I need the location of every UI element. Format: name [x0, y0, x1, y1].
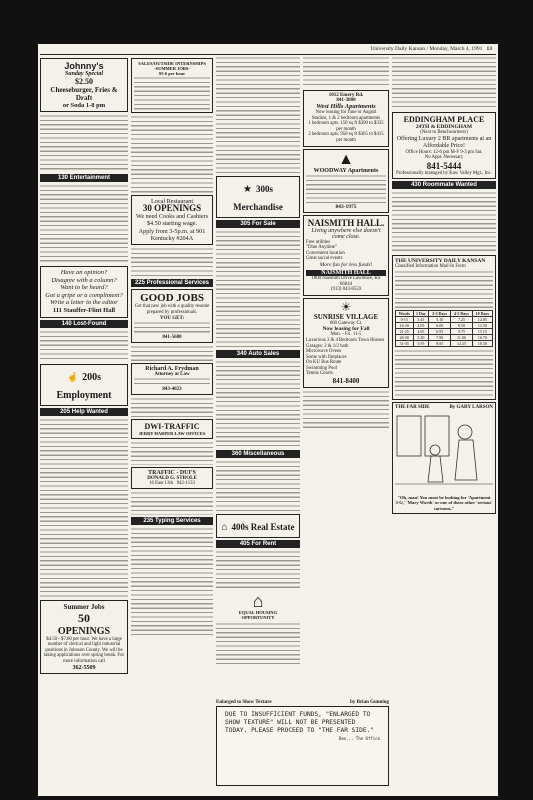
rates-cell: 16.70 — [472, 334, 492, 340]
section-lost-found: 140 Lost-Found — [40, 320, 128, 328]
sales-title: SALES/OUTSIDE INTERNSHIPS — [138, 61, 206, 66]
summer-jobs-ad — [40, 600, 128, 674]
classified-form-fields — [395, 349, 493, 397]
classified-text — [392, 56, 496, 110]
attorney-phone: 843-4023 — [162, 386, 182, 392]
equal-line2: OPPORTUNITY — [241, 615, 275, 620]
rates-cell: 12.25 — [451, 340, 473, 346]
sunrise-feature: On KU Bus Route — [306, 360, 342, 366]
dwi-firm: JERRY HARPER LAW OFFICES — [138, 430, 206, 436]
column-3 — [216, 56, 300, 794]
rates-table — [395, 310, 493, 347]
traffic-phone: 842-1133 — [176, 480, 195, 486]
rates-cell: 8.50 — [451, 322, 473, 328]
rates-body — [396, 316, 493, 346]
page-number: 13 — [486, 46, 492, 52]
rates-cell: 7.90 — [429, 334, 451, 340]
johnnys-ad — [40, 58, 128, 112]
rates-cell: 0-15 — [396, 316, 414, 322]
rates-cell: 31-35 — [396, 340, 414, 346]
opinion-line: Want to be heard? — [60, 284, 108, 292]
rates-cell: 18.30 — [472, 340, 492, 346]
summer-phone: 362-5509 — [72, 664, 96, 671]
attorney-title: Attorney at Law — [154, 371, 190, 377]
classified-text — [216, 56, 300, 174]
rates-cell: 12.05 — [472, 316, 492, 322]
realestate-heading: 400s Real Estate — [231, 522, 295, 532]
classified-text — [131, 397, 213, 417]
opinion-line: Got a gripe or a compliment? — [45, 291, 123, 299]
far-side-illustration — [395, 410, 493, 490]
realestate-banner — [216, 514, 300, 538]
naismith-logo: NAISMITH HALL — [306, 270, 386, 276]
comic-panel — [216, 706, 389, 786]
summer-title: Summer Jobs — [63, 602, 105, 611]
eddingham-offer: Offering Luxury 2 BR apartments at an Affordable Price! — [396, 135, 492, 149]
traffic-addr: 16 East 13th — [149, 480, 174, 486]
westhills-bed1: 1 bedroom apts. 150 sq ft $390 to $335 per month — [308, 121, 384, 132]
opinion-address: 111 Stauffer-Flint Hall — [52, 306, 116, 314]
rates-cell: 5.10 — [429, 316, 451, 322]
rates-header-cell: 2-3 Days — [429, 310, 451, 316]
sunrise-feature: Microwave Ovens — [306, 349, 342, 355]
summer-body: $4.50 - $7.00 per hour. We have a large number of clerical and light industrial positions in Johnson County. We will be taking applications over spring break. For more information call — [43, 636, 125, 664]
naismith-more: More fun for less funds! — [319, 261, 373, 268]
equal-housing-icon: ⌂ — [252, 591, 264, 611]
classified-form-title: Classified Information Mail-In Form — [395, 264, 466, 270]
westhills-studio: Studios, 1 & 2 bedroom apartments — [311, 115, 381, 121]
rates-header-cell: Words — [396, 310, 414, 316]
column-2 — [131, 56, 213, 794]
section-for-rent: 405 For Rent — [216, 540, 300, 548]
equal-housing — [216, 592, 300, 620]
classified-text — [131, 527, 213, 635]
restaurant-ad — [131, 195, 213, 245]
attorney-name: Richard A. Frydman — [145, 365, 199, 372]
good-jobs-phone: 841-5680 — [162, 334, 182, 340]
sunrise-feature: Luxurious 3 & 4 Bedroom Town Houses — [306, 337, 385, 343]
naismith-feature: "Dine Anytime" — [306, 245, 337, 251]
rates-cell: 4.65 — [413, 328, 429, 334]
classified-text — [40, 418, 128, 598]
column-4 — [303, 56, 389, 794]
dwi-ad — [131, 419, 213, 439]
section-misc: 360 Miscellaneous — [216, 450, 300, 458]
opinion-line: Have an opinion? — [60, 269, 108, 276]
eddingham-sub: (Next to Benchwarmers) — [420, 130, 468, 135]
westhills-addr: 1012 Emery Rd. — [328, 93, 364, 98]
good-jobs-you-get: YOU GET: — [159, 315, 185, 321]
far-side — [392, 402, 496, 514]
johnnys-special: Sunday Special — [64, 71, 104, 77]
classified-text — [216, 460, 300, 512]
rates-cell: 4.05 — [413, 322, 429, 328]
traffic-ad — [131, 467, 213, 489]
summer-num: 50 — [78, 610, 90, 625]
attorney-ad — [131, 363, 213, 395]
merch-banner — [216, 176, 300, 218]
eddingham-phone: 841-5444 — [426, 160, 462, 171]
classified-policy-text — [395, 270, 493, 310]
westhills-phone: 841-3800 — [336, 98, 356, 103]
classified-text — [131, 491, 213, 515]
rates-header-cell: 1 Day — [413, 310, 429, 316]
sales-text — [134, 76, 210, 110]
rates-cell: 11.00 — [451, 334, 473, 340]
rates-cell: 8.85 — [429, 340, 451, 346]
naismith-phone: (913) 843-8559 — [331, 287, 361, 293]
rates-cell: 6.00 — [429, 322, 451, 328]
sunrise-ad — [303, 298, 389, 388]
section-help-wanted: 205 Help Wanted — [40, 408, 128, 416]
classified-text — [216, 550, 300, 590]
eddingham-addr: 24TH & EDDINGHAM — [415, 124, 473, 130]
naismith-feature: Free utilities — [306, 239, 331, 245]
restaurant-line: We need Cooks and Cashiers $4.50 starting wage. — [135, 212, 209, 228]
classified-text — [131, 441, 213, 465]
classified-text — [392, 191, 496, 253]
rates-cell: 26-30 — [396, 334, 414, 340]
naismith-sub: Living anywhere else doesn't come close. — [311, 227, 381, 240]
johnnys-item: Cheeseburger, Fries & Draft — [50, 86, 118, 102]
rates-cell: 6.95 — [429, 328, 451, 334]
opinion-line: Write a letter to the editor — [50, 299, 118, 307]
rates-cell: 9.75 — [451, 328, 473, 334]
naismith-title: NAISMITH HALL. — [307, 217, 385, 228]
rates-cell: 3.45 — [413, 316, 429, 322]
handshake-icon: ☝ — [66, 371, 79, 382]
woodway-phone: 843-1975 — [335, 203, 357, 210]
eddingham-title: EDDINGHAM PLACE — [403, 115, 485, 124]
opinion-line: Disagree with a column? — [51, 276, 117, 284]
classified-form — [392, 255, 496, 400]
far-side-title: THE FAR SIDE — [395, 404, 430, 410]
rates-cell: 5.95 — [413, 340, 429, 346]
classified-text — [303, 390, 389, 430]
classified-title: THE UNIVERSITY DAILY KANSAN — [395, 258, 486, 265]
dwi-title: DWI-TRAFFIC — [144, 421, 200, 431]
johnnys-price: $2.50 — [75, 77, 93, 86]
section-auto-sales: 340 Auto Sales — [216, 350, 300, 358]
good-jobs-text — [134, 321, 210, 335]
eddingham-ad — [392, 112, 496, 179]
column-1 — [40, 56, 128, 794]
classified-text — [303, 56, 389, 88]
far-side-byline: By GARY LARSON — [449, 404, 493, 410]
traffic-title: TRAFFIC - DUI'S — [148, 469, 196, 476]
classified-text — [216, 622, 300, 666]
comic-text: DUE TO INSUFFICIENT FUNDS, "ENLARGED TO SHOW TEXTURE" WILL NOT BE PRESENTED TODAY. PLEASE PROCEED TO "THE FAR SIDE." — [225, 711, 375, 734]
restaurant-openings: 30 OPENINGS — [142, 203, 202, 214]
section-roommate: 430 Roommate Wanted — [392, 181, 496, 189]
column-5 — [392, 56, 496, 794]
sales-sub: -SUMMER JOBS- — [154, 66, 190, 71]
eddingham-office: Office Hours: 12-6 pm M-F 9-3 pm Sat. — [405, 149, 483, 155]
page-header — [40, 44, 496, 55]
westhills-bed2: 2 bedroom apts. 950 sq ft $365 to $415 per month — [308, 132, 384, 143]
rates-row — [396, 340, 493, 346]
rates-cell: 13.50 — [472, 322, 492, 328]
sunrise-phone: 841-8400 — [332, 377, 360, 386]
westhills-title: West Hills Apartments — [316, 103, 376, 110]
newspaper-page — [38, 44, 498, 796]
classified-text — [131, 345, 213, 361]
sunrise-feature: Some with fireplaces — [306, 354, 347, 360]
classified-text — [216, 230, 300, 348]
sales-pay: $5-6 per hour — [158, 71, 186, 76]
piggy-bank-icon: ★ — [243, 184, 252, 195]
restaurant-line: Local Restaurant — [150, 198, 194, 205]
section-professional: 225 Professional Services — [131, 279, 213, 287]
naismith-ad — [303, 215, 389, 296]
sales-ad — [131, 58, 213, 113]
equal-line1: EQUAL HOUSING — [238, 610, 278, 615]
good-jobs-sub: Get that new job with a quality resume prepared by professionals. — [134, 304, 210, 316]
classified-text — [131, 247, 213, 277]
section-for-sale: 305 For Sale — [216, 220, 300, 228]
section-entertainment: 130 Entertainment — [40, 174, 128, 182]
header-meta — [370, 46, 492, 52]
sunrise-feature: Garages: 2 & 1/2 bath — [306, 343, 349, 349]
far-side-caption: "Oh, man! You must be looking for 'Apartment 3-G,' 'Mary Worth' or one of those other 'serious' cartoons." — [395, 494, 493, 511]
good-jobs-title: GOOD JOBS — [140, 292, 204, 305]
rates-cell: 5.30 — [413, 334, 429, 340]
sunrise-feature: Tennis Courts — [306, 371, 333, 377]
comic-title: Enlarged to Show Texture — [216, 700, 272, 705]
enlarged-comic — [216, 700, 389, 792]
tree-icon: ▲ — [338, 150, 354, 168]
sunrise-name: SUNRISE VILLAGE — [313, 312, 379, 321]
employment-banner — [40, 364, 128, 406]
johnnys-alt: or Soda 1-8 pm — [62, 102, 106, 109]
eddingham-appt: No Appt. Necessary — [424, 155, 464, 161]
opinion-ad — [40, 266, 128, 318]
eddingham-mgmt: Professionally managed by Kaw Valley Mgt., Inc. — [396, 170, 492, 176]
section-typing: 235 Typing Services — [131, 517, 213, 525]
merch-heading: 300s Merchandise — [233, 184, 283, 212]
naismith-feature: Great social events — [306, 256, 343, 262]
westhills-ad — [303, 90, 389, 147]
attorney-text — [134, 377, 210, 387]
rates-cell: 21-25 — [396, 328, 414, 334]
naismith-feature: Convenient location — [306, 250, 345, 256]
sunrise-hours: Mon. - Fri. 11-5 — [330, 332, 362, 338]
sunrise-feature: Swimming Pool — [306, 365, 338, 371]
sunrise-addr: 660 Gateway Ct. — [329, 320, 363, 326]
employment-heading: 200s Employment — [56, 371, 112, 401]
classified-text — [40, 330, 128, 362]
restaurant-line: Apply from 3-5p.m. at 901 Kentucky #204A — [138, 227, 206, 243]
classified-text — [131, 115, 213, 193]
rates-header-cell: 10 Days — [472, 310, 492, 316]
woodway-name: WOODWAY Apartments — [313, 167, 379, 174]
comic-signature: Ben... The Office — [339, 736, 380, 741]
header-date: University Daily Kansan / Monday, March 4, 1991 — [370, 46, 483, 52]
woodway-ad — [303, 149, 389, 213]
summer-word: OPENINGS — [57, 625, 111, 637]
classified-text — [216, 360, 300, 448]
woodway-text — [306, 174, 386, 204]
classified-text — [40, 114, 128, 172]
rates-cell: 16-20 — [396, 322, 414, 328]
rates-cell: 7.25 — [451, 316, 473, 322]
sun-icon: ☀ — [340, 299, 352, 314]
rates-cell: 15.15 — [472, 328, 492, 334]
westhills-now: Now leasing for June or August — [315, 110, 377, 115]
rates-header-cell: 4-5 Days — [451, 310, 473, 316]
comic-byline: by Brian Gunning — [350, 700, 389, 705]
johnnys-name: Johnny's — [64, 61, 104, 71]
good-jobs-ad — [131, 289, 213, 342]
classified-text — [40, 184, 128, 264]
traffic-name: DONALD G. STROLE — [147, 475, 197, 481]
house-icon: ⌂ — [221, 522, 228, 533]
sunrise-now: Now leasing for Fall — [322, 326, 370, 333]
naismith-addr: 1800 Naismith Drive Lawrence, KS 66044 — [311, 275, 381, 287]
